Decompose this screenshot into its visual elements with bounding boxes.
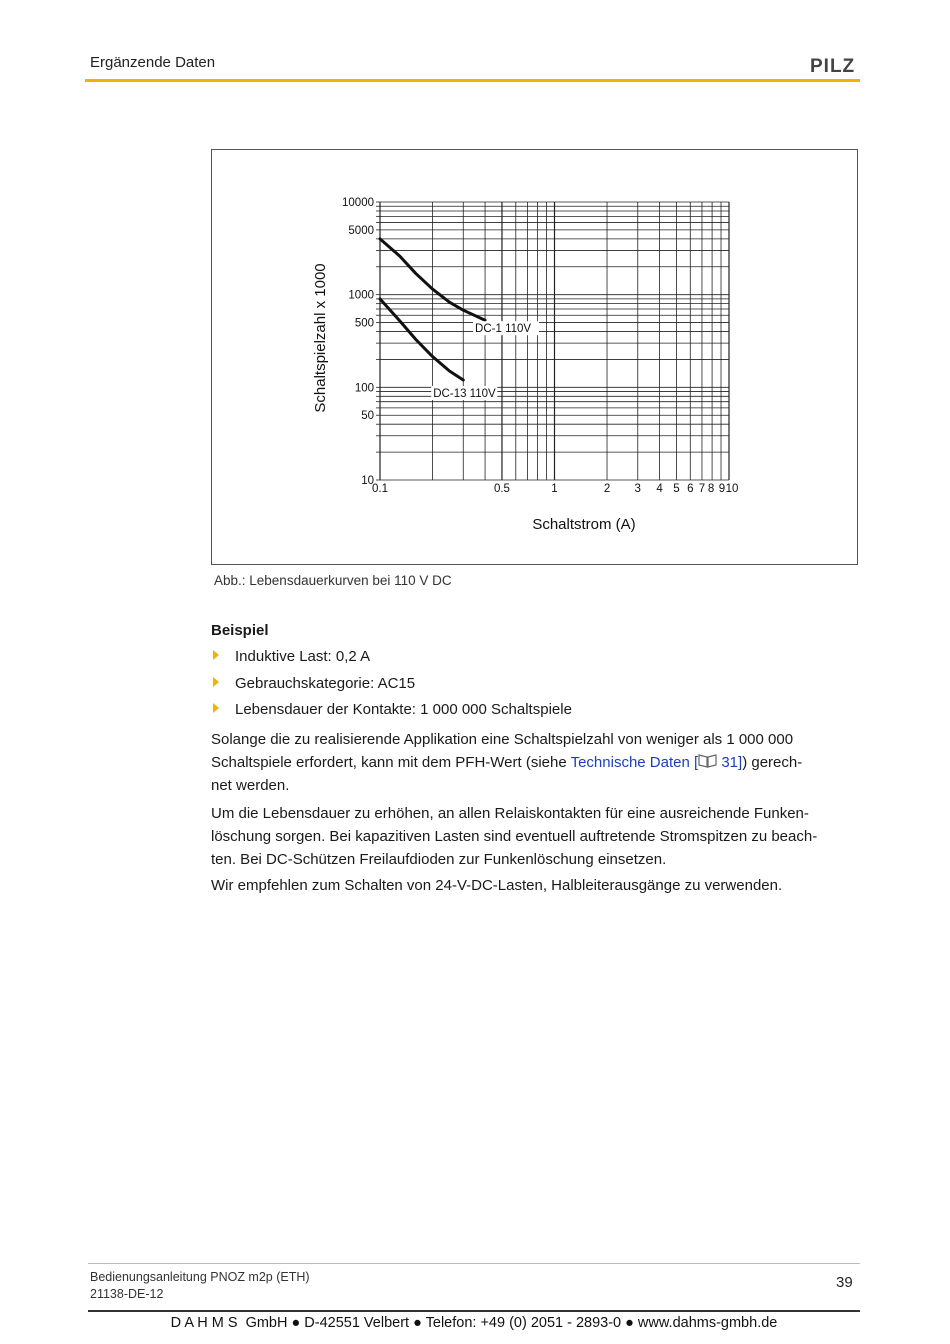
page-number: 39 xyxy=(836,1274,853,1291)
x-tick-label: 5 xyxy=(673,483,680,495)
text-line xyxy=(211,751,802,774)
text-line: löschung sorgen. Bei kapazitiven Lasten sind eventuell auftretende Stromspitzen zu beach- xyxy=(211,828,818,845)
example-heading: Beispiel xyxy=(211,622,269,639)
x-tick-label: 0.1 xyxy=(372,483,388,495)
x-tick-label: 10 xyxy=(725,483,739,495)
x-tick-label: 9 xyxy=(718,483,726,495)
x-tick-label: 8 xyxy=(707,483,715,495)
paragraph xyxy=(211,874,782,897)
lifetime-chart xyxy=(212,150,857,564)
paragraph xyxy=(211,802,817,871)
x-tick-label: 1 xyxy=(551,483,558,495)
y-tick-label: 100 xyxy=(354,382,374,395)
text-span: ) gerech- xyxy=(742,754,803,771)
text-line: ten. Bei DC-Schützen Freilaufdioden zur Funkenlöschung einsetzen. xyxy=(211,851,667,868)
book-icon xyxy=(698,753,717,768)
bullet-arrow-icon xyxy=(213,650,219,660)
bullet-text: Gebrauchskategorie: AC15 xyxy=(235,675,416,692)
text-line: net werden. xyxy=(211,777,290,794)
y-tick-label: 5000 xyxy=(348,224,374,237)
y-tick-label: 50 xyxy=(361,410,374,423)
figure-caption: Abb.: Lebensdauerkurven bei 110 V DC xyxy=(214,573,452,588)
y-axis-label: Schaltspielzahl x 1000 xyxy=(312,263,329,413)
bullet-text: Lebensdauer der Kontakte: 1 000 000 Schaltspiele xyxy=(235,701,572,718)
text-line: Um die Lebensdauer zu erhöhen, an allen Relaiskontakten für eine ausreichende Funken- xyxy=(211,805,809,822)
x-tick-label: 6 xyxy=(687,483,694,495)
link-page: 31] xyxy=(717,754,743,771)
text-line: Wir empfehlen zum Schalten von 24-V-DC-Lasten, Halbleiterausgänge zu verwenden. xyxy=(211,877,783,894)
figure-frame xyxy=(211,149,858,565)
y-tick-label: 500 xyxy=(354,317,374,330)
technische-daten-link[interactable] xyxy=(571,754,743,771)
footer-doc-title: Bedienungsanleitung PNOZ m2p (ETH) xyxy=(90,1270,310,1284)
pilz-logo: PILZ xyxy=(810,56,856,77)
bullet-item xyxy=(211,701,572,718)
horizontal-gridlines xyxy=(376,202,729,480)
bullet-arrow-icon xyxy=(213,703,219,713)
x-tick-label: 2 xyxy=(603,483,611,495)
paragraph xyxy=(211,728,802,797)
x-tick-labels xyxy=(372,483,738,495)
curve-dc-13 xyxy=(380,299,463,380)
company-line: D A H M S GmbH ● D-42551 Velbert ● Telefon: +49 (0) 2051 - 2893-0 ● www.dahms-gmbh.de xyxy=(170,1315,778,1331)
bullet-arrow-icon xyxy=(213,677,219,687)
bullet-text: Induktive Last: 0,2 A xyxy=(235,648,371,665)
bullet-item xyxy=(211,648,370,665)
y-tick-labels xyxy=(342,197,374,487)
link-text: Technische Daten [ xyxy=(570,754,699,771)
y-tick-label: 10 xyxy=(361,475,374,487)
vertical-gridlines xyxy=(380,202,729,480)
x-tick-label: 3 xyxy=(634,483,641,495)
text-line: Solange die zu realisierende Applikation eine Schaltspielzahl von weniger als 1 000 000 xyxy=(211,731,794,748)
y-tick-label: 10000 xyxy=(342,197,374,209)
series-label: DC-13 110V xyxy=(433,387,496,400)
y-tick-label: 1000 xyxy=(348,289,374,302)
x-axis-label: Schaltstrom (A) xyxy=(532,516,636,533)
x-tick-label: 7 xyxy=(698,483,706,495)
footer-rule-bottom xyxy=(88,1310,860,1312)
series-label: DC-1 110V xyxy=(475,323,532,336)
x-tick-label: 4 xyxy=(656,483,663,495)
footer-doc-number: 21138-DE-12 xyxy=(90,1287,164,1301)
footer-rule xyxy=(88,1263,860,1264)
text-span: Schaltspiele erfordert, kann mit dem PFH-Wert (siehe xyxy=(211,754,571,771)
header-rule xyxy=(85,79,860,82)
bullet-item xyxy=(211,675,415,692)
x-tick-label: 0.5 xyxy=(493,483,510,495)
section-title: Ergänzende Daten xyxy=(90,54,216,71)
